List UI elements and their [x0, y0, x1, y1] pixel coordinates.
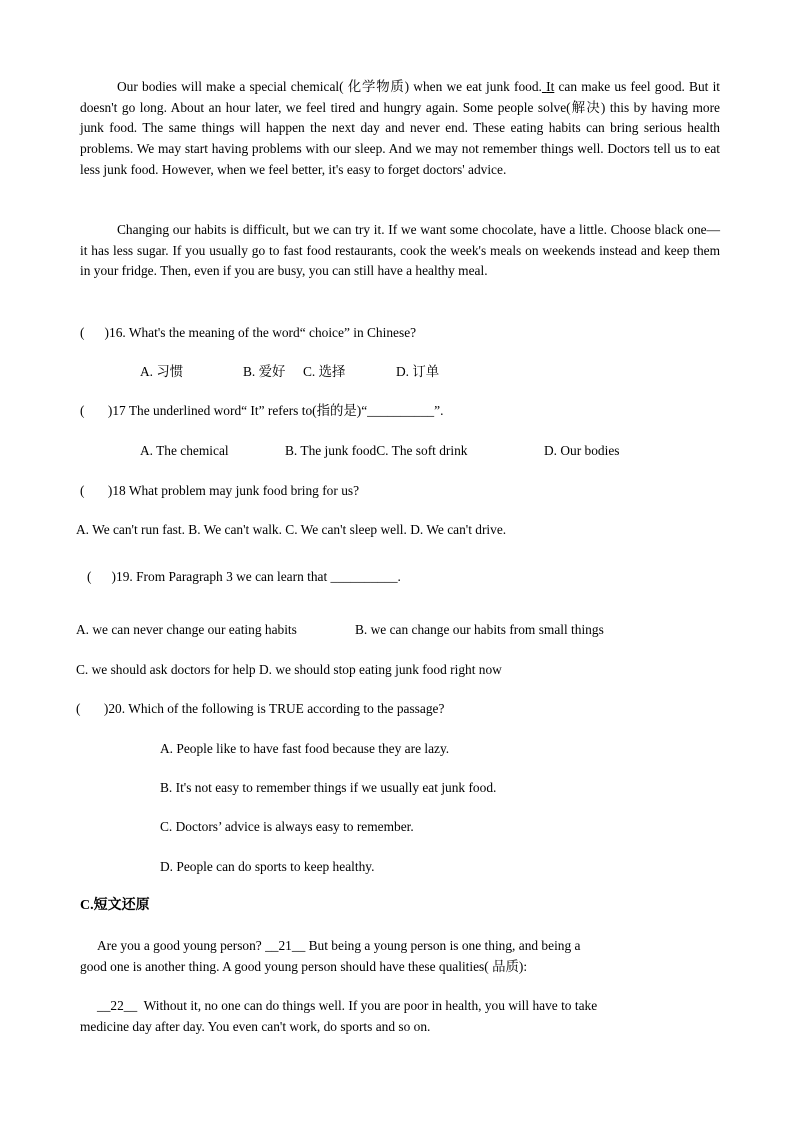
question-16-stem: ( )16. What's the meaning of the word“ choice” in Chinese?: [80, 325, 417, 340]
question-17-option-d: D. Our bodies: [544, 443, 620, 458]
question-16-option-a: A. 习惯: [140, 364, 184, 379]
underlined-it: It: [546, 79, 555, 94]
question-18-stem: ( )18 What problem may junk food bring for us?: [80, 483, 360, 498]
question-20-option-a: A. People like to have fast food because they are lazy.: [160, 741, 450, 756]
question-19-option-a: A. we can never change our eating habits: [76, 622, 297, 637]
passage-paragraph-2: Changing our habits is difficult, but we can try it. If we want some chocolate, have a little. Choose black one— it has less sugar. If you usually go to fast food restaurants, cook the week's meals on weekends instead and keep them in your fridge. Then, even if you are busy, you can still have a healthy meal.: [80, 222, 720, 279]
question-16-option-c: C. 选择: [303, 364, 346, 379]
p1-text-1: Our bodies will make a special chemical( 化学物质) when we eat junk food.: [117, 79, 542, 94]
question-17-option-bc: B. The junk foodC. The soft drink: [285, 443, 468, 458]
blank-21: __21__: [265, 938, 306, 953]
question-16-option-d: D. 订单: [396, 364, 440, 379]
p1-text-2: can make us feel good. But it doesn't go long. About an hour later, we feel tired and hungry again. Some people solve(解决) this by having more junk food. The same things will happen the next day and never end. These eating habits can bring serious health problems. We may start having problems with our sleep. And we may not remember things well. Doctors tell us to eat less junk food. However, when we feel better, it's easy to forget doctors' advice.: [80, 79, 721, 177]
question-19-option-b: B. we can change our habits from small things: [355, 622, 604, 637]
question-20-stem: ( )20. Which of the following is TRUE according to the passage?: [76, 701, 445, 716]
question-20-option-b: B. It's not easy to remember things if we usually eat junk food.: [160, 780, 497, 795]
question-16-option-b: B. 爱好: [243, 364, 286, 379]
section-c-line-3-b: Without it, no one can do things well. If you are poor in health, you will have to take: [137, 998, 598, 1013]
question-19-stem: ( )19. From Paragraph 3 we can learn that __________.: [87, 569, 401, 584]
section-c-heading: C.短文还原: [80, 898, 150, 913]
question-20-option-c: C. Doctors’ advice is always easy to remember.: [160, 819, 414, 834]
question-17-stem: ( )17 The underlined word“ It” refers to(指的是)“__________”.: [80, 403, 444, 418]
question-19-option-cd: C. we should ask doctors for help D. we should stop eating junk food right now: [76, 662, 502, 677]
section-c-line-3: [97, 997, 597, 1015]
section-c-line-1: [97, 937, 580, 955]
section-c-line-4: medicine day after day. You even can't work, do sports and so on.: [80, 1019, 431, 1034]
question-17-option-a: A. The chemical: [140, 443, 229, 458]
question-20-option-d: D. People can do sports to keep healthy.: [160, 859, 375, 874]
blank-22: __22__: [97, 998, 138, 1013]
passage-paragraph-1: [80, 77, 720, 181]
section-c-line-2: good one is another thing. A good young person should have these qualities( 品质):: [80, 959, 528, 974]
section-c-line-1-b: But being a young person is one thing, and being a: [305, 938, 581, 953]
section-c-line-1-a: Are you a good young person?: [97, 938, 266, 953]
question-18-options: A. We can't run fast. B. We can't walk. C. We can't sleep well. D. We can't drive.: [76, 522, 507, 537]
